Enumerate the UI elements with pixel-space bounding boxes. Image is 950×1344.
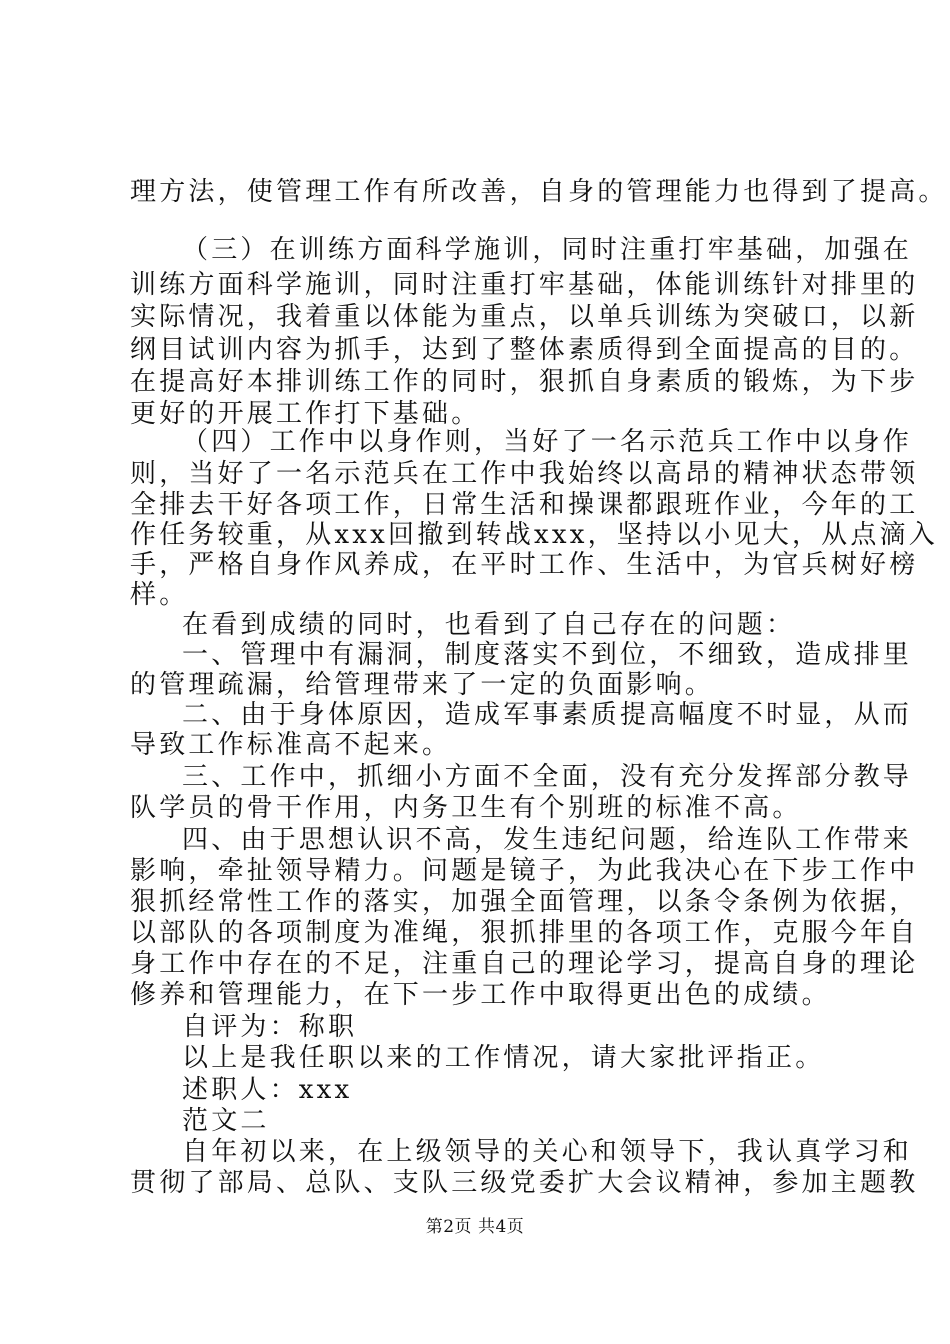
text-line: 队学员的骨干作用，内务卫生有个别班的标准不高。 [130, 793, 802, 823]
text-line: 一、管理中有漏洞，制度落实不到位，不细致，造成排里 [182, 640, 913, 670]
self-evaluation-line: 自评为：称职 [182, 1012, 358, 1042]
text-line: （三）在训练方面科学施训，同时注重打牢基础，加强在 [182, 235, 913, 265]
text-line: 则，当好了一名示范兵在工作中我始终以高昂的精神状态带领 [130, 459, 919, 489]
text-line: 实际情况，我着重以体能为重点，以单兵训练为突破口，以新 [130, 302, 919, 332]
text-line: 贯彻了部局、总队、支队三级党委扩大会议精神，参加主题教 [130, 1168, 919, 1198]
text-line: 导致工作标准高不起来。 [130, 730, 452, 760]
page-footer: 第2页 共4页 [425, 1217, 525, 1237]
text-line: 理方法，使管理工作有所改善，自身的管理能力也得到了提高。 [130, 177, 948, 207]
text-line: 二、由于身体原因，造成军事素质提高幅度不时显，从而 [182, 700, 913, 730]
text-line: 以部队的各项制度为准绳，狠抓排里的各项工作，克服今年自 [130, 918, 919, 948]
text-line: 全排去干好各项工作，日常生活和操课都跟班作业，今年的工 [130, 490, 919, 520]
text-line: 训练方面科学施训，同时注重打牢基础，体能训练针对排里的 [130, 270, 919, 300]
text-line: 在看到成绩的同时，也看到了自己存在的问题： [182, 610, 796, 640]
text-line: 狠抓经常性工作的落实，加强全面管理，以条令条例为依据， [130, 887, 919, 917]
text-line: 纲目试训内容为抓手，达到了整体素质得到全面提高的目的。 [130, 335, 919, 365]
text-line: 修养和管理能力，在下一步工作中取得更出色的成绩。 [130, 980, 831, 1010]
text-line: 身工作中存在的不足，注重自己的理论学习，提高自身的理论 [130, 949, 919, 979]
text-line: 影响，牵扯领导精力。问题是镜子，为此我决心在下步工作中 [130, 856, 919, 886]
text-line: 更好的开展工作打下基础。 [130, 399, 481, 429]
text-line: 样。 [130, 580, 189, 610]
text-line: 作任务较重，从xxx回撤到转战xxx，坚持以小见大，从点滴入 [130, 520, 938, 550]
text-line: 四、由于思想认识不高，发生违纪问题，给连队工作带来 [182, 825, 913, 855]
text-line: 手，严格自身作风养成，在平时工作、生活中，为官兵树好榜 [130, 550, 919, 580]
text-line: 三、工作中，抓细小方面不全面，没有充分发挥部分教导 [182, 762, 913, 792]
text-line: （四）工作中以身作则，当好了一名示范兵工作中以身作 [182, 427, 913, 457]
section-heading: 范文二 [182, 1106, 270, 1136]
text-line: 在提高好本排训练工作的同时，狠抓自身素质的锻炼，为下步 [130, 367, 919, 397]
text-line: 的管理疏漏，给管理带来了一定的负面影响。 [130, 670, 715, 700]
text-line: 以上是我任职以来的工作情况，请大家批评指正。 [182, 1043, 825, 1073]
text-line: 自年初以来，在上级领导的关心和领导下，我认真学习和 [182, 1137, 913, 1167]
reporter-line: 述职人：xxx [182, 1075, 353, 1105]
